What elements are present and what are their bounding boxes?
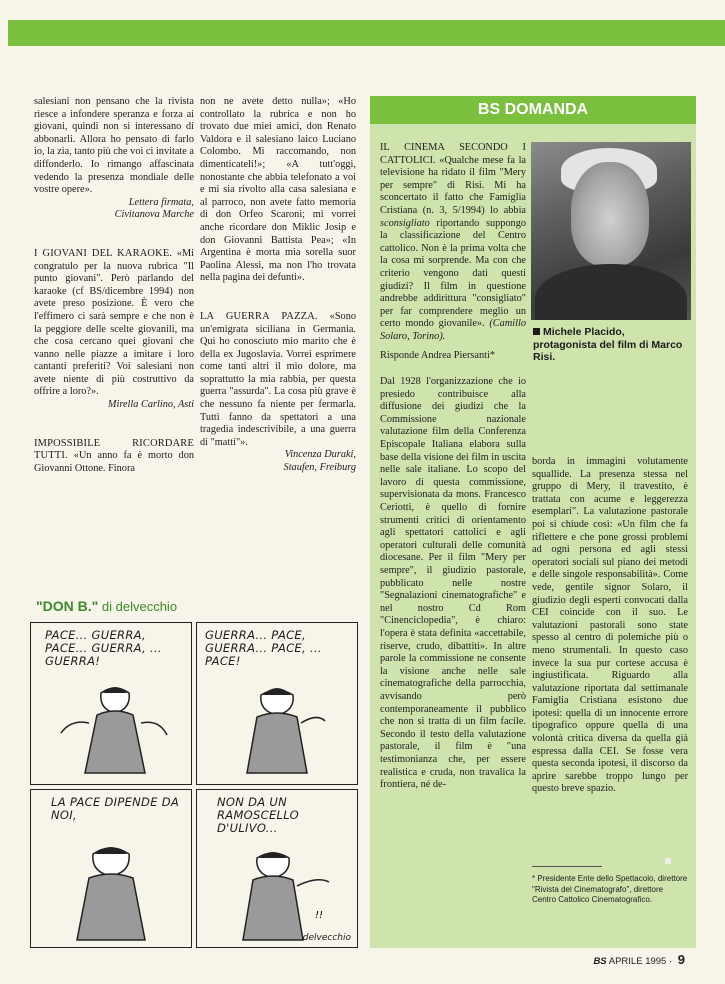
comic-panel-2 bbox=[196, 622, 358, 785]
comic-character-icon bbox=[197, 623, 358, 785]
comic-panel-1 bbox=[30, 622, 192, 785]
footer-issue: APRILE 1995 · bbox=[606, 956, 675, 967]
comic-character-icon bbox=[197, 790, 358, 948]
letter2 bbox=[34, 248, 194, 399]
bs-question: IL CINEMA SECONDO I CATTOLICI. «Qualche mese fa la televisione ha ridato il film "Mery per sempre" di Risi. Mi ha sconcertato il fatto che Famiglia Cristiana (n. 3, 5/1994) lo abbia sconsigliato riportando suppongo la classificazione del Centro cattolico. Non è la prima volta che la cosa mi sorprende. Ma con che criterio vengono dati questi giudizi? Il film in questione andrebbe addirittura "consigliato" per far comprendere meglio un certo mondo giovanile». (Camillo Solaro, Torino). bbox=[380, 142, 526, 342]
left-column bbox=[34, 96, 194, 475]
letter1-body: salesiani non pensano che la rivista riesce a infondere speranza e forza ai giovani, quindi non si interessano di abbonarli. Allora ho pensato di farlo io, la zia, tanto più che voi ci invitate a diffonderlo. Io rimango affascinata vedendo la presenza mondiale delle vostre opere». bbox=[34, 96, 194, 196]
photo-caption: Michele Placido, protagonista del film di Marco Risi. bbox=[533, 326, 683, 363]
comic-panel-3-text: LA PACE DIPENDE DA NOI, bbox=[51, 795, 180, 822]
page-number: 9 bbox=[677, 952, 685, 967]
bs-answer-part-2: borda in immagini volutamente squallide. La presenza stessa nel gruppo di Mery, il travestito, è trattata con acume e leggerezza esemplari". La valutazione pastorale poi si chiude così: «Un film che fa riflettere e che pone grossi problemi ad ogni persona ed agli stessi operatori sociali sul piano dei metodi e delle singole responsabilità». Come vede, gentile signor Solaro, il giudizio degli esperti convocati dalla CEI coincide con il suo. Le valutazioni pastorali sono state spesso al centro di polemiche più o meno strumentali. In questo caso invece la sua pur cortese accusa è ingiustificata. Riguardo alla valutazione riportata dal settimanale Famiglia Cristiana esistono due ipotesi: quella di un innocente errore tipografico oppure quella di una volontà critica diversa da quella già espressa dalla CEI. Se fosse vera questa seconda ipotesi, il discorso da aprire sarebbe troppo lungo per questo breve spazio. bbox=[532, 456, 688, 795]
bs-question-heading: IL CINEMA SECONDO I CATTOLICI. bbox=[380, 142, 526, 166]
letter3-heading: IMPOSSIBILE RICORDARE TUTTI. bbox=[34, 437, 194, 462]
bs-answer-part-1: Dal 1928 l'organizzazione che io presiedo contribuisce alla diffusione dei giudizi che la Commissione nazionale valutazione film della Conferenza Episcopale Italiana elabora sulla base della visione dei film in uscita nelle sale italiane. Lo scopo del lavoro di questa commissione, supervisionata da mons. Francesco Ceriotti, è quello di fornire strumenti critici di orientamento agli spettatori cattolici e agli operatori culturali delle comunità diocesane. Per il film "Mery per sempre", il giudizio pastorale, pubblicato nelle nostre "Segnalazioni cinematografiche" e nel nostro Cd Rom "Cinenciclopedia", è chiaro: l'opera è stata definita «accettabile, riserve, crudo, dibattiti». In altre parole la commissione ne consente la visione anche nelle sale cinematografiche della parrocchia, avvisando però contemporaneamente il pubblico che non si tratta di un film facile. Secondo il testo della valutazione pastorale, il film è "una testimonianza che, per essere realistica e cruda, non travalica la frontiera, né de- bbox=[380, 376, 526, 791]
letter3 bbox=[34, 438, 194, 476]
letter4 bbox=[200, 311, 356, 450]
bs-responds: Risponde Andrea Piersanti* bbox=[380, 349, 495, 361]
letter4-body: «Sono un'emigrata siciliana in Germania. Qui ho conosciuto mio marito che è della ex Jugoslavia. Vorrei esprimere come tanti altri il mio dolore, ma soprattutto la mia rabbia, per questa guerra "assurda". La cosa più grave è che nessuno fa niente per fermarla. Tutti fanno da spettatori a una tragedia indescrivibile, a una guerra di "matti"». bbox=[200, 310, 356, 448]
footnote-divider bbox=[532, 866, 602, 867]
letter2-signature: Mirella Carlino, Asti bbox=[107, 399, 194, 411]
letter2-heading: I GIOVANI DEL KARAOKE. bbox=[34, 247, 173, 259]
comic-panel-2-text: GUERRA... PACE, GUERRA... PACE, ... PACE! bbox=[205, 628, 322, 668]
bs-answer-column-2 bbox=[532, 456, 688, 796]
comic-strip bbox=[30, 622, 358, 948]
letter4-heading: LA GUERRA PAZZA. bbox=[200, 310, 318, 322]
caption-marker-icon bbox=[533, 328, 540, 335]
michele-placido-photo bbox=[531, 142, 691, 320]
end-mark-icon bbox=[665, 858, 671, 864]
page-footer bbox=[593, 952, 685, 967]
letter4-signature: Vincenza Duraki, Staufen, Freiburg bbox=[283, 449, 356, 474]
comic-character-icon bbox=[31, 623, 192, 785]
bs-question-column bbox=[380, 142, 526, 792]
comic-character-icon bbox=[31, 790, 192, 948]
letter1-signature: Lettera firmata, Civitanova Marche bbox=[114, 196, 194, 221]
comic-panel-4-text: NON DA UN RAMOSCELLO D'ULIVO... bbox=[217, 795, 299, 835]
bs-question-signature: (Camillo Solaro, Torino). bbox=[380, 318, 526, 342]
comic-signature: delvecchio bbox=[302, 933, 351, 943]
bs-footnote: * Presidente Ente dello Spettacolo, direttore "Rivista del Cinematografo", direttore Centro Cattolico Cinematografico. bbox=[532, 874, 688, 904]
middle-column bbox=[200, 96, 356, 475]
letter3-body: «Un anno fa è morto don Giovanni Ottone. Finora bbox=[34, 450, 195, 474]
comic-panel-1-text: PACE... GUERRA, PACE... GUERRA, ... GUERRA! bbox=[45, 628, 162, 668]
bs-domanda-header: BS DOMANDA bbox=[370, 96, 696, 124]
comic-panel-4 bbox=[196, 789, 358, 948]
footer-magazine: BS bbox=[593, 956, 607, 967]
comic-title: "DON B." di delvecchio bbox=[36, 598, 178, 614]
letter3-continued: non ne avete detto nulla»; «Ho controllato la rubrica e non ho trovato due miei amici, don Renato Valdora e il salesiano laico Luciano Colombo. Mi raccomando, non dimenticateli!»; «A tutt'oggi, nonostante che abbia telefonato a voi e mi sia rivolto alla casa salesiana e al parroco, non avete fatto memoria di don Orfeo Scaroni; mi vorrei anche ricordare don Miklic Josip e don Giovanni Battista Pea»; «In Argentina è morta mia sorella suor Paolina Alessi, ma non l'ho trovata nella pagina dei defunti». bbox=[200, 96, 356, 284]
comic-panel-4-mark: !! bbox=[315, 910, 324, 921]
comic-panel-3 bbox=[30, 789, 192, 948]
letter2-body: «Mi congratulo per la nuova rubrica "Il punto giovani". Però parlando del karaoke (cf BS/dicembre 1994) non avete preso posizione. È vero che l'effimero ci sarà sempre e che non è la peggiore delle scelte giovanili, ma che cosa cercano quei giovani che vanno nelle piazze a imitare i loro cantanti preferiti? Voi salesiani non avete niente di più costruttivo da offrire a loro?». bbox=[34, 247, 194, 398]
top-green-bar bbox=[8, 20, 725, 46]
bs-domanda-box bbox=[370, 96, 696, 948]
